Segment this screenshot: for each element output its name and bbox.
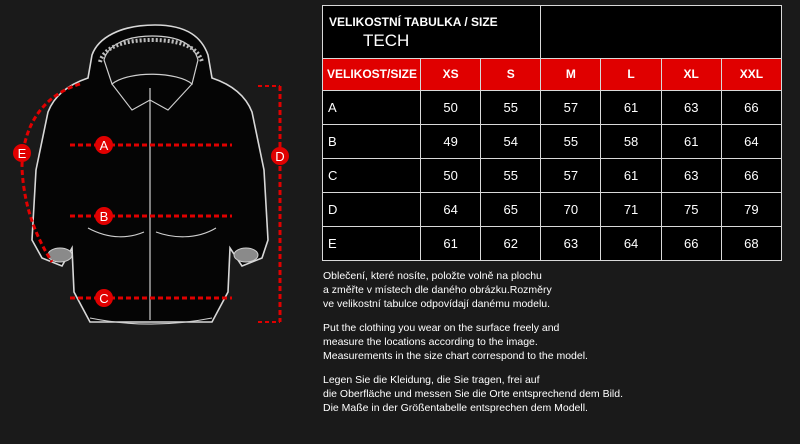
label-b: B — [99, 209, 109, 224]
header-cell: XXL — [721, 58, 781, 90]
instruction-line: Measurements in the size chart correspond to the model. — [323, 350, 588, 362]
instructions-czech — [323, 269, 552, 311]
instruction-line: Oblečení, které nosíte, položte volně na plochu — [323, 270, 542, 282]
table-cell: 57 — [541, 90, 601, 124]
table-cell: 61 — [601, 158, 661, 192]
instruction-line: ve velikostní tabulce odpovídají danému modelu. — [323, 298, 551, 310]
table-cell: 54 — [481, 124, 541, 158]
size-chart-table — [322, 5, 782, 261]
table-cell: 63 — [541, 226, 601, 260]
table-title-cell — [323, 6, 541, 59]
row-label: E — [323, 226, 421, 260]
table-cell: 62 — [481, 226, 541, 260]
label-c: C — [99, 291, 109, 306]
table-cell: 64 — [601, 226, 661, 260]
table-cell: 75 — [661, 192, 721, 226]
table-cell: 64 — [721, 124, 781, 158]
instructions-german — [323, 373, 623, 415]
table-cell: 50 — [421, 90, 481, 124]
table-cell: 55 — [481, 158, 541, 192]
label-a: A — [99, 138, 109, 153]
table-header-row — [323, 58, 782, 90]
row-label: A — [323, 90, 421, 124]
header-cell: L — [601, 58, 661, 90]
header-cell: S — [481, 58, 541, 90]
table-cell: 66 — [661, 226, 721, 260]
instruction-line: Legen Sie die Kleidung, die Sie tragen, frei auf — [323, 374, 540, 386]
header-cell: M — [541, 58, 601, 90]
table-cell: 49 — [421, 124, 481, 158]
jacket-illustration — [32, 25, 268, 324]
instruction-line: Die Maße in der Größentabelle entsprechen dem Modell. — [323, 402, 588, 414]
instructions-english — [323, 321, 588, 363]
row-label: B — [323, 124, 421, 158]
model-name: TECH — [363, 30, 410, 50]
instruction-line: measure the locations according to the image. — [323, 336, 538, 348]
table-cell: 63 — [661, 158, 721, 192]
table-title-empty-cell — [541, 6, 782, 59]
row-label: D — [323, 192, 421, 226]
table-cell: 70 — [541, 192, 601, 226]
table-cell: 64 — [421, 192, 481, 226]
table-title-row — [323, 6, 782, 59]
table-cell: 55 — [541, 124, 601, 158]
table-cell: 71 — [601, 192, 661, 226]
instruction-line: Put the clothing you wear on the surface freely and — [323, 322, 560, 334]
table-title: VELIKOSTNÍ TABULKA / SIZE — [329, 14, 498, 29]
table-row — [323, 226, 782, 260]
table-cell: 57 — [541, 158, 601, 192]
table-row — [323, 158, 782, 192]
table-cell: 61 — [601, 90, 661, 124]
instruction-line: a změřte v místech dle daného obrázku.Rozměry — [323, 284, 552, 296]
header-cell: XL — [661, 58, 721, 90]
table-cell: 55 — [481, 90, 541, 124]
table-row — [323, 124, 782, 158]
label-d: D — [275, 149, 285, 164]
table-cell: 79 — [721, 192, 781, 226]
table-cell: 66 — [721, 90, 781, 124]
table-cell: 66 — [721, 158, 781, 192]
header-cell: VELIKOST/SIZE — [323, 58, 421, 90]
label-e: E — [17, 146, 27, 161]
row-label: C — [323, 158, 421, 192]
table-cell: 58 — [601, 124, 661, 158]
table-row — [323, 192, 782, 226]
table-row — [323, 90, 782, 124]
table-cell: 61 — [421, 226, 481, 260]
jacket-measurement-diagram — [0, 0, 310, 444]
table-cell: 68 — [721, 226, 781, 260]
table-cell: 61 — [661, 124, 721, 158]
table-cell: 65 — [481, 192, 541, 226]
header-cell: XS — [421, 58, 481, 90]
table-cell: 50 — [421, 158, 481, 192]
instruction-line: die Oberfläche und messen Sie die Orte entsprechend dem Bild. — [323, 388, 624, 400]
table-cell: 63 — [661, 90, 721, 124]
